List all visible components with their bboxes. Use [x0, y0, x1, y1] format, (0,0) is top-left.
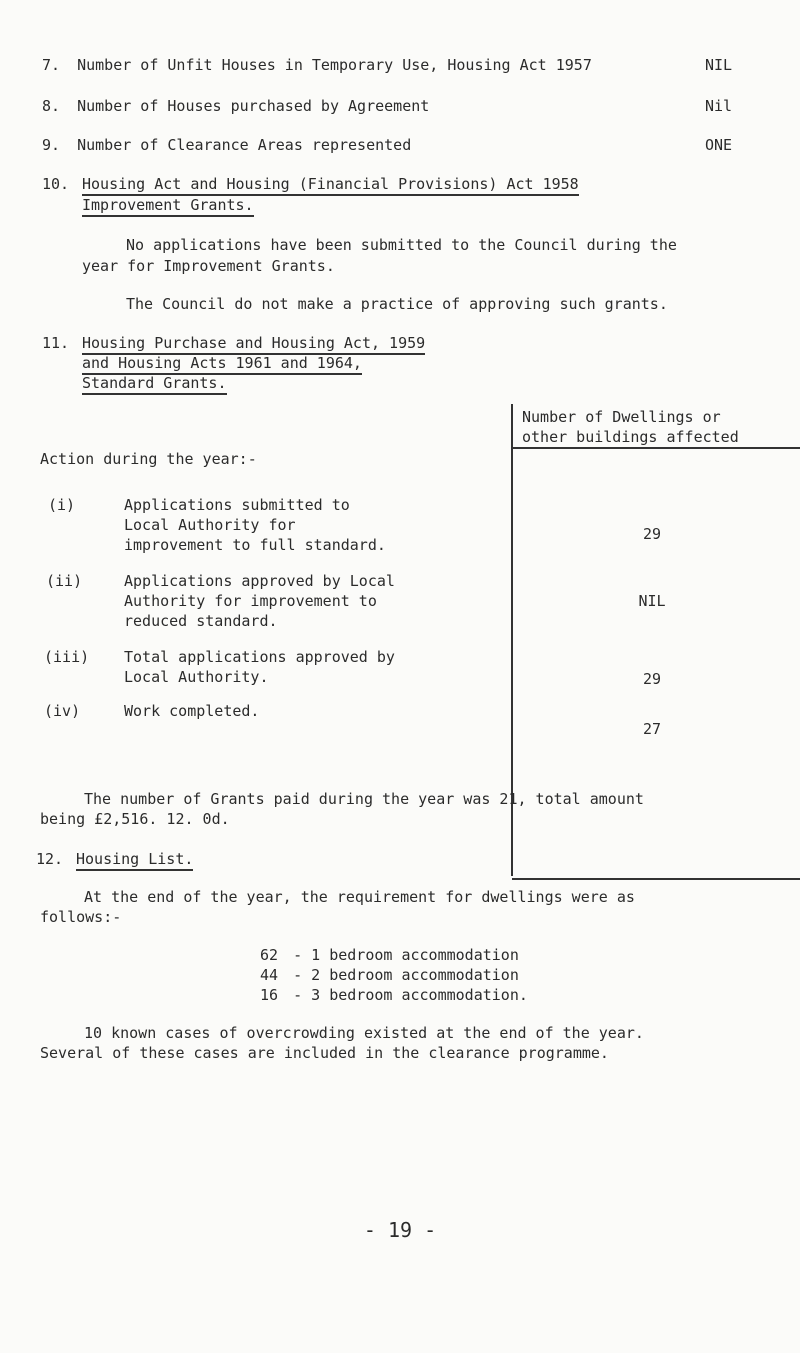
item-10-number: 10. — [42, 175, 70, 193]
row-value: 29 — [642, 525, 662, 543]
row-value: NIL — [638, 592, 666, 610]
item-number: 9. — [42, 136, 61, 154]
item-text: Number of Houses purchased by Agreement — [77, 97, 430, 115]
grants-line1: The number of Grants paid during the year was 21, total amount — [84, 790, 644, 808]
row-line: Local Authority. — [124, 668, 269, 686]
item-text: Number of Clearance Areas represented — [77, 136, 412, 154]
item-12-note-line1: 10 known cases of overcrowding existed at the end of the year. — [84, 1024, 644, 1042]
item-12-intro-line2: follows:- — [40, 908, 122, 926]
item-9 — [42, 136, 411, 154]
table-header-line1: Number of Dwellings or — [522, 408, 721, 426]
item-11-heading-line1: Housing Purchase and Housing Act, 1959 — [82, 334, 425, 352]
item-8 — [42, 97, 429, 115]
row-line: Authority for improvement to — [124, 592, 377, 610]
action-label: Action during the year:- — [40, 450, 257, 468]
item-7-value: NIL — [705, 56, 733, 74]
item-9-value: ONE — [705, 136, 733, 154]
list-item: 16 - 3 bedroom accommodation. — [260, 986, 528, 1004]
item-10-heading-line2: Improvement Grants. — [82, 196, 254, 214]
row-line: Applications approved by Local — [124, 572, 395, 590]
item-11-number: 11. — [42, 334, 70, 352]
item-7 — [42, 56, 592, 74]
item-number: 7. — [42, 56, 61, 74]
item-10-heading-line1: Housing Act and Housing (Financial Provisions) Act 1958 — [82, 175, 579, 193]
item-8-value: Nil — [705, 97, 733, 115]
item-12-note-line2: Several of these cases are included in the clearance programme. — [40, 1044, 609, 1062]
table-header-line2: other buildings affected — [522, 428, 739, 446]
list-item: 44 - 2 bedroom accommodation — [260, 966, 519, 984]
item-11-heading-line3: Standard Grants. — [82, 374, 227, 392]
row-line: Local Authority for — [124, 516, 296, 534]
row-line: Total applications approved by — [124, 648, 395, 666]
item-10-para2: The Council do not make a practice of approving such grants. — [126, 295, 668, 313]
row-roman: (ii) — [46, 572, 83, 590]
item-10-para1-line2: year for Improvement Grants. — [82, 257, 335, 275]
item-12-heading: Housing List. — [76, 850, 193, 868]
row-line: Applications submitted to — [124, 496, 350, 514]
item-number: 8. — [42, 97, 61, 115]
item-12-intro-line1: At the end of the year, the requirement for dwellings were as — [84, 888, 635, 906]
table-header-rule — [512, 447, 800, 449]
grants-line2: being £2,516. 12. 0d. — [40, 810, 230, 828]
item-10-para1-line1: No applications have been submitted to the Council during the — [126, 236, 677, 254]
list-item: 62 - 1 bedroom accommodation — [260, 946, 519, 964]
row-line: reduced standard. — [124, 612, 278, 630]
row-roman: (iii) — [44, 648, 90, 666]
row-roman: (i) — [48, 496, 76, 514]
item-11-heading-line2: and Housing Acts 1961 and 1964, — [82, 354, 362, 372]
table-bottom-rule — [512, 878, 800, 880]
row-line: improvement to full standard. — [124, 536, 386, 554]
row-line: Work completed. — [124, 702, 260, 720]
row-value: 29 — [642, 670, 662, 688]
item-12-number: 12. — [36, 850, 64, 868]
row-roman: (iv) — [44, 702, 81, 720]
page-number: - 19 - — [363, 1218, 437, 1242]
item-text: Number of Unfit Houses in Temporary Use, Housing Act 1957 — [77, 56, 592, 74]
row-value: 27 — [642, 720, 662, 738]
